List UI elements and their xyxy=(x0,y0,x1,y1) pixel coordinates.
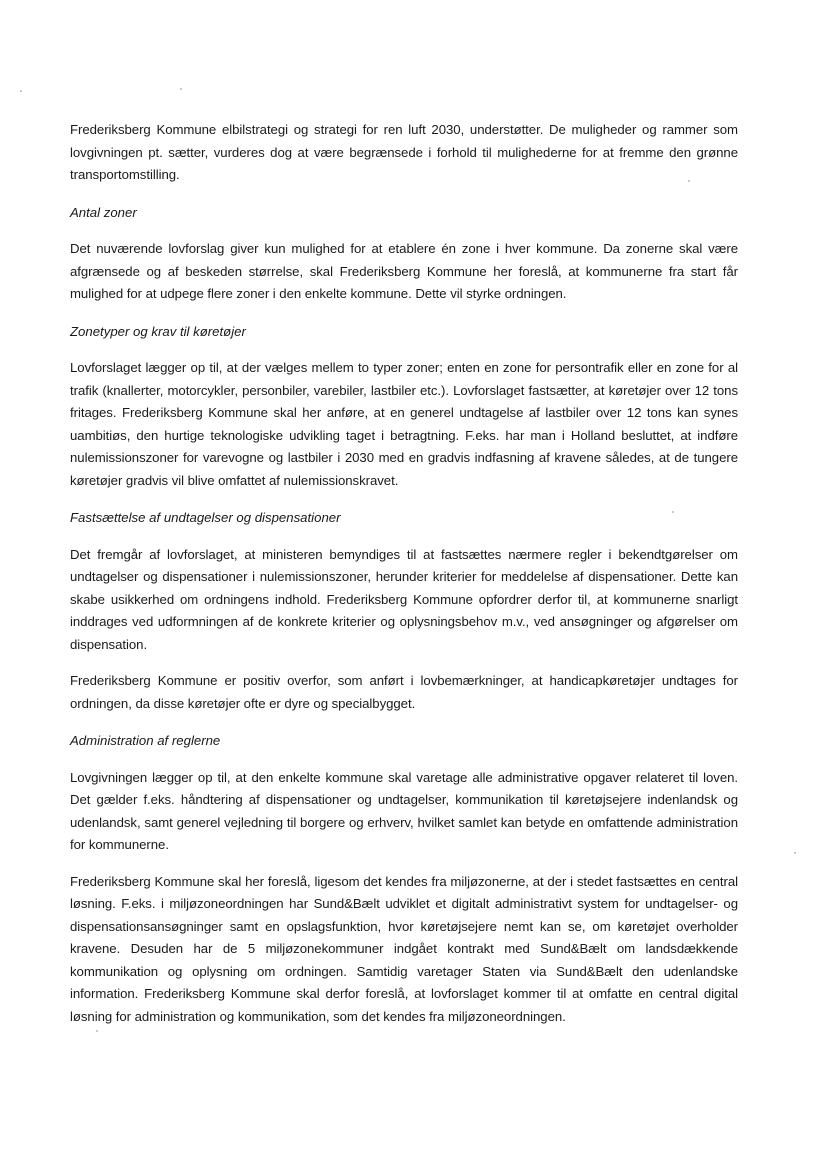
heading-antal-zoner: Antal zoner xyxy=(70,204,137,220)
heading-fastsaettelse: Fastsættelse af undtagelser og dispensationer xyxy=(70,510,341,525)
paragraph-administration: Lovgivningen lægger op til, at den enkelte kommune skal varetage alle administrative opgaver relateret til loven. Det gælder f.eks. håndtering af dispensationer og undtagelser, kommunikation til køretøjsejere indenlandsk og udenlandsk, samt generel vejledning til borgere og erhverv, hvilket samlet kan betyde en omfattende administration for kommunerne. xyxy=(70,769,738,852)
paragraph-intro: Frederiksberg Kommune elbilstrategi og strategi for ren luft 2030, understøtter. De muligheder og rammer som lovgivningen pt. sætter, vurderes dog at være begrænsede i forhold til mulighederne for at fremme den grønne transportomstilling. xyxy=(70,122,738,182)
heading-administration: Administration af reglerne xyxy=(70,733,221,748)
paragraph-antal-zoner: Det nuværende lovforslag giver kun mulighed for at etablere én zone i hver kommune. Da zonerne skal være afgrænsede og af beskeden størrelse, skal Frederiksberg Kommune her foreslå, at kommunerne fra start får mulighed for at udpege flere zoner i den enkelte kommune. Dette vil styrke ordningen. xyxy=(70,241,738,301)
paragraph-handicap: Frederiksberg Kommune er positiv overfor, som anført i lovbemærkninger, at handicapkøretøjer undtages for ordningen, da disse køretøjer ofte er dyre og specialbygget. xyxy=(70,673,738,711)
paragraph-central-loesning: Frederiksberg Kommune skal her foreslå, ligesom det kendes fra miljøzonerne, at der i stedet fastsættes en central løsning. F.eks. i miljøzoneordningen har Sund&Bælt udviklet et digitalt administrativt system for undtagelser- og dispensationsansøgninger samt en opslagsfunktion, hvor køretøjsejere nemt kan se, om køretøjet overholder kravene. Desuden har de 5 miljøzonekommuner indgået kontrakt med Sund&Bælt om landsdækkende kommunikation og oplysning om ordningen. Samtidig varetager Staten via Sund&Bælt den udenlandske information. Frederiksberg Kommune skal derfor foreslå, at lovforslaget kommer til at omfatte en central digital løsning for administration og kommunikation, som det kendes fra miljøzoneordningen. xyxy=(70,873,738,1024)
scan-speck xyxy=(96,1030,98,1032)
heading-zonetyper: Zonetyper og krav til køretøjer xyxy=(70,323,246,339)
paragraph-fastsaettelse: Det fremgår af lovforslaget, at ministeren bemyndiges til at fastsættes nærmere regler i bekendtgørelser om undtagelser og dispensationer i nulemissionszoner, herunder kriterier for meddelelse af dispensationer. Dette kan skabe usikkerhed om ordningens indhold. Frederiksberg Kommune opfordrer derfor til, at kommunerne snarligt inddrages ved udformningen af de konkrete kriterier og oplysningsbehov m.v., ved ansøgninger og afgørelser om dispensation. xyxy=(70,546,738,652)
scan-speck xyxy=(180,88,182,90)
scan-speck xyxy=(794,852,796,854)
scan-speck xyxy=(20,90,22,92)
paragraph-zonetyper: Lovforslaget lægger op til, at der vælges mellem to typer zoner; enten en zone for persontrafik eller en zone for al trafik (knallerter, motorcykler, personbiler, varebiler, lastbiler etc.). Lovforslaget fastsætter, at køretøjer over 12 tons fritages. Frederiksberg Kommune skal her anføre, at en generel undtagelse af lastbiler over 12 tons kan synes uambitiøs, den hurtige teknologiske udvikling taget i betragtning. F.eks. har man i Holland besluttet, at indføre nulemissionszoner for varevogne og lastbiler i 2030 med en gradvis indfasning af kravene således, at de tungere køretøjer gradvis vil blive omfattet af nulemissionskravet. xyxy=(70,360,738,488)
document-body xyxy=(70,119,738,1028)
